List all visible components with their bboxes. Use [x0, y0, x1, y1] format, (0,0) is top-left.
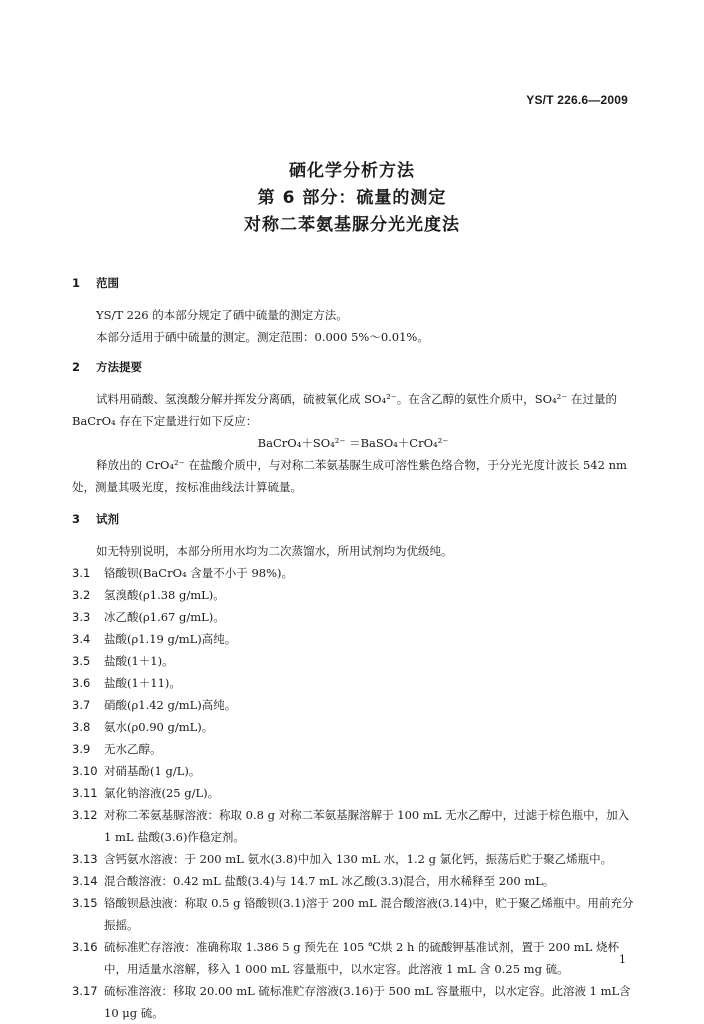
item-text: 硫标准贮存溶液：准确称取 1.386 5 g 预先在 105 ℃烘 2 h 的硫酸钾基准试剂，置于 200 mL 烧杯中，用适量水溶解，移入 1 000 mL 容量瓶中，以水定容。此溶液 1 mL 含 0.25 mg 硫。 — [104, 940, 619, 976]
item-text: 含钙氨水溶液：于 200 mL 氨水(3.8)中加入 130 mL 水，1.2 g 氯化钙，振荡后贮于聚乙烯瓶中。 — [104, 852, 613, 866]
document-body — [72, 272, 634, 1024]
section-number: 2 — [72, 360, 81, 374]
item-number: 3.16 — [72, 940, 98, 954]
section-number: 1 — [72, 276, 81, 290]
list-item — [72, 650, 634, 672]
reaction-equation: BaCrO₄＋SO₄²⁻ ＝BaSO₄＋CrO₄²⁻ — [257, 436, 449, 450]
document-title — [0, 158, 704, 239]
item-text: 盐酸(ρ1.19 g/mL)高纯。 — [104, 632, 237, 646]
item-text: 硫标准溶液：移取 20.00 mL 硫标准贮存溶液(3.16)于 500 mL 容量瓶中，以水定容。此溶液 1 mL含 10 μg 硫。 — [104, 984, 631, 1020]
reagent-list — [72, 562, 634, 1024]
list-item — [72, 848, 634, 870]
list-item — [72, 782, 634, 804]
item-number: 3.7 — [72, 698, 91, 712]
section-number: 3 — [72, 512, 81, 526]
list-item — [72, 738, 634, 760]
list-item — [72, 628, 634, 650]
item-text: 盐酸(1＋11)。 — [104, 676, 181, 690]
list-item — [72, 672, 634, 694]
item-number: 3.14 — [72, 874, 98, 888]
title-line-1: 硒化学分析方法 — [289, 161, 415, 181]
item-text: 氢溴酸(ρ1.38 g/mL)。 — [104, 588, 225, 602]
item-number: 3.6 — [72, 676, 91, 690]
paragraph: 试料用硝酸、氢溴酸分解并挥发分离硒，硫被氧化成 SO₄²⁻。在含乙醇的氨性介质中，SO₄²⁻ 在过量的 BaCrO₄ 存在下定量进行如下反应： — [72, 392, 617, 428]
section-heading-method — [72, 356, 634, 378]
item-number: 3.11 — [72, 786, 98, 800]
list-item — [72, 870, 634, 892]
page-number: 1 — [619, 953, 626, 966]
item-text: 盐酸(1＋1)。 — [104, 654, 174, 668]
section-title: 方法提要 — [96, 360, 143, 374]
list-item — [72, 892, 634, 936]
item-number: 3.5 — [72, 654, 91, 668]
list-item — [72, 980, 634, 1024]
item-text: 氨水(ρ0.90 g/mL)。 — [104, 720, 214, 734]
item-number: 3.8 — [72, 720, 91, 734]
list-item — [72, 694, 634, 716]
list-item — [72, 760, 634, 782]
item-text: 对称二苯氨基脲溶液：称取 0.8 g 对称二苯氨基脲溶解于 100 mL 无水乙醇中，过滤于棕色瓶中，加入 1 mL 盐酸(3.6)作稳定剂。 — [104, 808, 630, 844]
paragraph: 释放出的 CrO₄²⁻ 在盐酸介质中，与对称二苯氨基脲生成可溶性紫色络合物，于分光光度计波长 542 nm 处，测量其吸光度，按标准曲线法计算硫量。 — [72, 458, 627, 494]
item-text: 铬酸钡悬浊液：称取 0.5 g 铬酸钡(3.1)溶于 200 mL 混合酸溶液(3.14)中，贮于聚乙烯瓶中。用前充分振摇。 — [104, 896, 634, 932]
section-title: 试剂 — [96, 512, 120, 526]
item-number: 3.1 — [72, 566, 91, 580]
item-number: 3.3 — [72, 610, 91, 624]
title-line-3: 对称二苯氨基脲分光光度法 — [244, 215, 460, 235]
item-text: 混合酸溶液：0.42 mL 盐酸(3.4)与 14.7 mL 冰乙酸(3.3)混合，用水稀释至 200 mL。 — [104, 874, 555, 888]
paragraph: YS/T 226 的本部分规定了硒中硫量的测定方法。 — [96, 308, 348, 322]
item-number: 3.13 — [72, 852, 98, 866]
item-text: 对硝基酚(1 g/L)。 — [104, 764, 201, 778]
item-number: 3.10 — [72, 764, 98, 778]
item-text: 氯化钠溶液(25 g/L)。 — [104, 786, 220, 800]
section-heading-scope — [72, 272, 634, 294]
list-item — [72, 804, 634, 848]
list-item — [72, 716, 634, 738]
section-heading-reagents — [72, 508, 634, 530]
item-text: 硝酸(ρ1.42 g/mL)高纯。 — [104, 698, 237, 712]
item-number: 3.4 — [72, 632, 91, 646]
paragraph: 本部分适用于硒中硫量的测定。测定范围：0.000 5%～0.01%。 — [96, 330, 429, 344]
section-title: 范围 — [96, 276, 120, 290]
item-number: 3.2 — [72, 588, 91, 602]
standard-number: YS/T 226.6—2009 — [526, 93, 628, 107]
item-number: 3.12 — [72, 808, 98, 822]
paragraph: 如无特别说明，本部分所用水均为二次蒸馏水，所用试剂均为优级纯。 — [96, 544, 453, 558]
item-text: 冰乙酸(ρ1.67 g/mL)。 — [104, 610, 225, 624]
item-text: 铬酸钡(BaCrO₄ 含量不小于 98%)。 — [104, 566, 293, 580]
item-number: 3.17 — [72, 984, 98, 998]
item-number: 3.15 — [72, 896, 98, 910]
list-item — [72, 562, 634, 584]
item-text: 无水乙醇。 — [104, 742, 162, 756]
list-item — [72, 584, 634, 606]
item-number: 3.9 — [72, 742, 91, 756]
list-item — [72, 606, 634, 628]
title-line-2: 第 6 部分：硫量的测定 — [257, 188, 447, 208]
list-item — [72, 936, 634, 980]
